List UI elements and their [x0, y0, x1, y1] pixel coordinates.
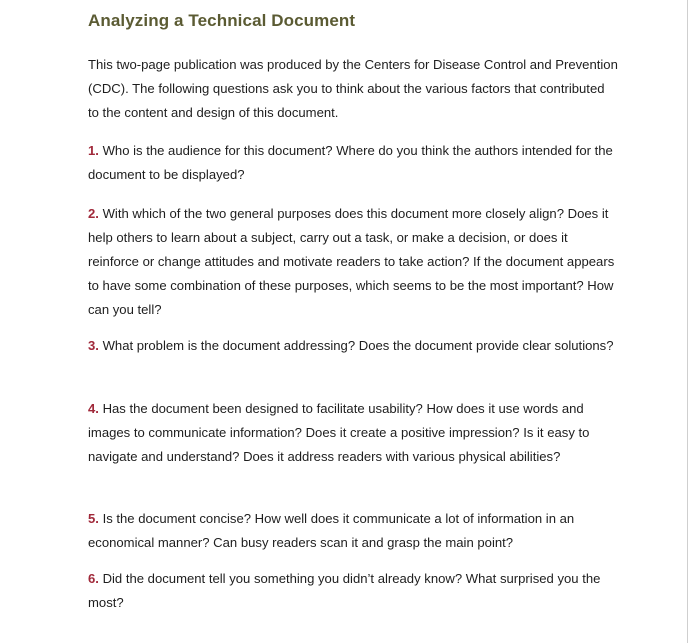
question-6	[88, 567, 618, 615]
document-title: Analyzing a Technical Document	[88, 11, 356, 30]
question-number: 4.	[88, 401, 99, 416]
question-text: Has the document been designed to facilitate usability? How does it use words and images to communicate information? Does it create a positive impression? Is it easy to navigate and understand? Does it address readers with various physical abilities?	[88, 401, 590, 464]
question-number: 2.	[88, 206, 99, 221]
question-text: Did the document tell you something you didn’t already know? What surprised you the most?	[88, 571, 601, 610]
question-1	[88, 139, 618, 187]
question-text: What problem is the document addressing? Does the document provide clear solutions?	[102, 338, 614, 353]
question-text: Is the document concise? How well does it communicate a lot of information in an economical manner? Can busy readers scan it and grasp the main point?	[88, 511, 575, 550]
question-number: 5.	[88, 511, 99, 526]
intro-paragraph: This two-page publication was produced by the Centers for Disease Control and Prevention (CDC). The following questions ask you to think about the various factors that contributed to the content and design of this document.	[88, 57, 618, 120]
question-2	[88, 202, 618, 322]
question-4	[88, 397, 618, 469]
question-text: Who is the audience for this document? Where do you think the authors intended for the document to be displayed?	[88, 143, 613, 182]
question-text: With which of the two general purposes does this document more closely align? Does it help others to learn about a subject, carry out a task, or make a decision, or does it reinforce or change attitudes and motivate readers to take action? If the document appears to have some combination of these purposes, which seems to be the most important? How can you tell?	[88, 206, 615, 317]
question-5	[88, 507, 618, 555]
question-number: 6.	[88, 571, 99, 586]
question-number: 3.	[88, 338, 99, 353]
question-3	[88, 334, 618, 358]
question-number: 1.	[88, 143, 99, 158]
